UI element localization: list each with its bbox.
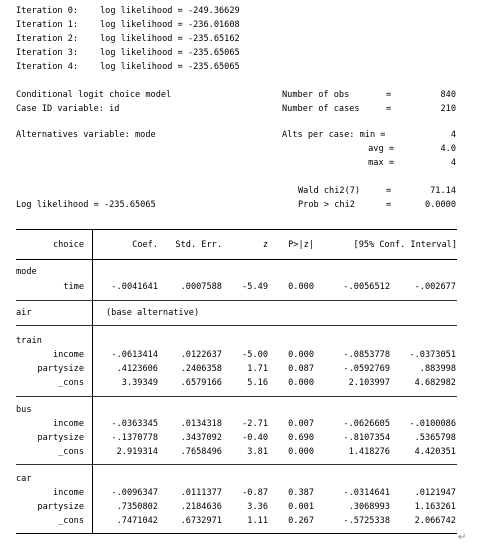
p-value: 0.000 — [288, 447, 314, 457]
p-value: 0.690 — [288, 433, 314, 443]
var-name: _cons — [58, 447, 84, 457]
ci-high: 4.682982 — [414, 378, 456, 388]
case-id-variable: Case ID variable: id — [16, 104, 120, 114]
header-rule — [16, 259, 457, 260]
coef-value: -.0363345 — [111, 419, 158, 429]
section-label-mode: mode — [16, 267, 37, 277]
z-value: -0.40 — [242, 433, 268, 443]
var-name: _cons — [58, 378, 84, 388]
var-name: partysize — [37, 364, 84, 374]
coef-value: 2.919314 — [116, 447, 158, 457]
section-label-car: car — [16, 474, 32, 484]
se-value: .2184636 — [180, 502, 222, 512]
z-value: -5.49 — [242, 282, 268, 292]
z-value: 5.16 — [247, 378, 268, 388]
ncases-label: Number of cases — [282, 104, 360, 114]
se-value: .2406358 — [180, 364, 222, 374]
table-top-rule — [16, 229, 457, 230]
alternatives-variable: Alternatives variable: mode — [16, 130, 156, 140]
var-name: income — [52, 350, 84, 360]
z-value: 1.71 — [247, 364, 268, 374]
prob-label: Prob > chi2 — [298, 200, 355, 210]
ci-high: -.0373051 — [409, 350, 456, 360]
iteration-label: Iteration 1: — [16, 20, 79, 30]
var-name: partysize — [37, 502, 84, 512]
equals-sign: = — [386, 186, 392, 196]
se-value: .0111377 — [180, 488, 222, 498]
ci-high: 2.066742 — [414, 516, 456, 526]
ci-high: .0121947 — [414, 488, 456, 498]
wald-label: Wald chi2(7) — [298, 186, 361, 196]
ci-low: -.0314641 — [343, 488, 390, 498]
base-alternative-note: (base alternative) — [106, 308, 200, 318]
ci-low: 2.103997 — [348, 378, 390, 388]
z-value: 3.36 — [247, 502, 268, 512]
coef-value: -.1370778 — [111, 433, 158, 443]
se-value: .0122637 — [180, 350, 222, 360]
coef-value: .7471042 — [116, 516, 158, 526]
ci-low: .3068993 — [348, 502, 390, 512]
var-name: _cons — [58, 516, 84, 526]
ci-low: -.0592769 — [343, 364, 390, 374]
section-label-bus: bus — [16, 405, 32, 415]
nobs-value: 840 — [440, 90, 456, 100]
header-std-err: Std. Err. — [175, 240, 222, 250]
ci-high: -.002677 — [414, 282, 456, 292]
section-rule — [16, 396, 457, 397]
alts-max-value: 4 — [450, 158, 456, 168]
z-value: 3.81 — [247, 447, 268, 457]
alts-min-value: 4 — [450, 130, 456, 140]
se-value: .6579166 — [180, 378, 222, 388]
coef-value: -.0041641 — [111, 282, 158, 292]
iteration-label: Iteration 3: — [16, 48, 79, 58]
z-value: -5.00 — [242, 350, 268, 360]
p-value: 0.000 — [288, 282, 314, 292]
section-rule — [16, 300, 457, 301]
se-value: .3437092 — [180, 433, 222, 443]
ci-high: -.0100086 — [409, 419, 456, 429]
iteration-text: log likelihood = -236.01608 — [100, 20, 240, 30]
ci-low: -.0056512 — [343, 282, 390, 292]
p-value: 0.267 — [288, 516, 314, 526]
ci-high: 1.163261 — [414, 502, 456, 512]
ci-high: .883998 — [419, 364, 456, 374]
iteration-text: log likelihood = -249.36629 — [100, 6, 240, 16]
iteration-text: log likelihood = -235.65162 — [100, 34, 240, 44]
iteration-label: Iteration 4: — [16, 62, 79, 72]
ncases-value: 210 — [440, 104, 456, 114]
z-value: -0.87 — [242, 488, 268, 498]
equals-sign: = — [386, 200, 392, 210]
var-name: time — [63, 282, 84, 292]
p-value: 0.000 — [288, 378, 314, 388]
ci-low: -.5725338 — [343, 516, 390, 526]
z-value: 1.11 — [247, 516, 268, 526]
iteration-text: log likelihood = -235.65065 — [100, 48, 240, 58]
coef-value: .4123606 — [116, 364, 158, 374]
equals-sign: = — [386, 104, 392, 114]
coef-value: .7350802 — [116, 502, 158, 512]
section-rule — [16, 325, 457, 326]
p-value: 0.087 — [288, 364, 314, 374]
var-name: partysize — [37, 433, 84, 443]
var-name: income — [52, 419, 84, 429]
header-p: P>|z| — [288, 240, 314, 250]
coef-value: 3.39349 — [121, 378, 158, 388]
p-value: 0.007 — [288, 419, 314, 429]
se-value: .6732971 — [180, 516, 222, 526]
ci-low: -.0626605 — [343, 419, 390, 429]
se-value: .7658496 — [180, 447, 222, 457]
equals-sign: = — [386, 90, 392, 100]
nobs-label: Number of obs — [282, 90, 350, 100]
ci-high: .5365798 — [414, 433, 456, 443]
z-value: -2.71 — [242, 419, 268, 429]
p-value: 0.000 — [288, 350, 314, 360]
alts-avg-value: 4.0 — [440, 144, 456, 154]
ci-low: 1.418276 — [348, 447, 390, 457]
header-choice: choice — [52, 240, 84, 250]
p-value: 0.001 — [288, 502, 314, 512]
header-z: z — [262, 240, 268, 250]
coef-value: -.0613414 — [111, 350, 158, 360]
ci-low: -.8107354 — [343, 433, 390, 443]
iteration-text: log likelihood = -235.65065 — [100, 62, 240, 72]
alts-min-label: Alts per case: min = — [282, 130, 386, 140]
coef-value: -.0096347 — [111, 488, 158, 498]
iteration-label: Iteration 0: — [16, 6, 79, 16]
ci-low: -.0853778 — [343, 350, 390, 360]
ci-high: 4.420351 — [414, 447, 456, 457]
prob-value: 0.0000 — [424, 200, 456, 210]
se-value: .0007588 — [180, 282, 222, 292]
return-mark-icon: ↵ — [458, 532, 467, 543]
alts-avg-label: avg = — [368, 144, 394, 154]
log-likelihood: Log likelihood = -235.65065 — [16, 200, 156, 210]
wald-value: 71.14 — [430, 186, 456, 196]
table-bottom-rule — [16, 533, 457, 534]
se-value: .0134318 — [180, 419, 222, 429]
var-name: income — [52, 488, 84, 498]
iteration-label: Iteration 2: — [16, 34, 79, 44]
model-title: Conditional logit choice model — [16, 90, 172, 100]
table-column-divider — [92, 229, 93, 533]
p-value: 0.387 — [288, 488, 314, 498]
section-rule — [16, 464, 457, 465]
section-label-air: air — [16, 308, 32, 318]
alts-max-label: max = — [368, 158, 394, 168]
header-conf-interval: [95% Conf. Interval] — [353, 240, 457, 250]
section-label-train: train — [16, 336, 42, 346]
header-coef: Coef. — [132, 240, 158, 250]
